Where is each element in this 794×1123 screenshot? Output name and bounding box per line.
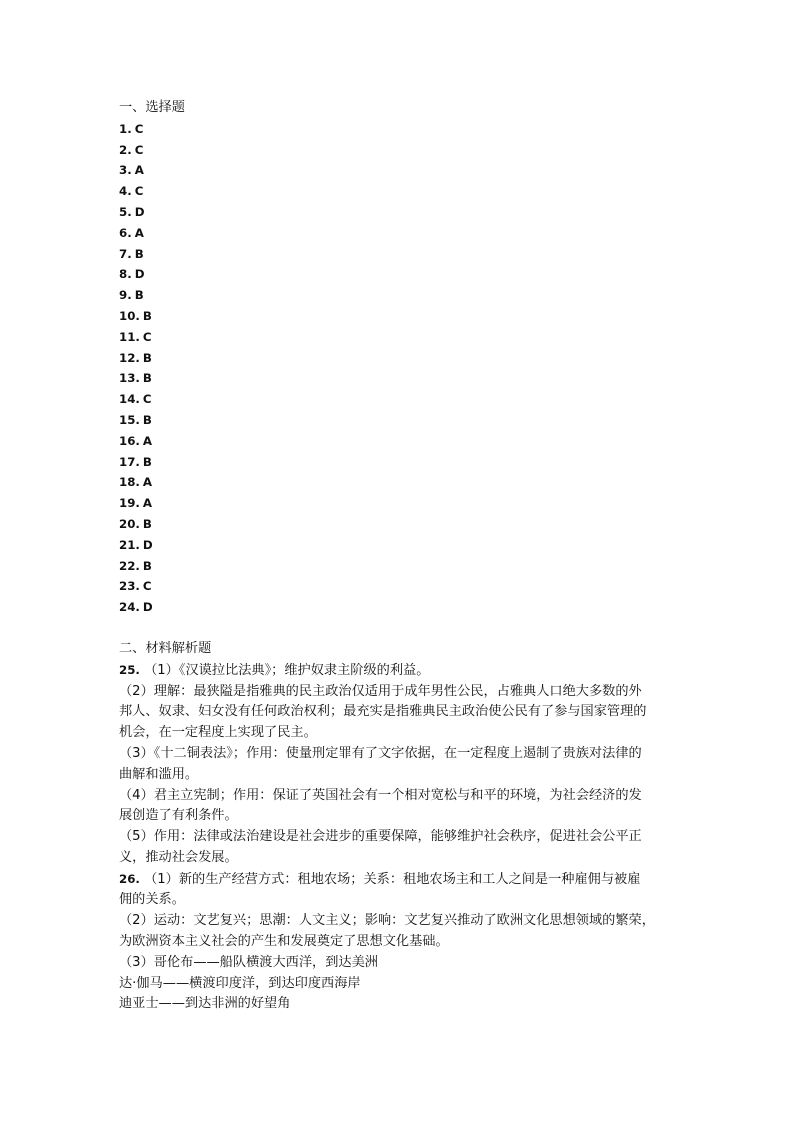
answer-item-24: 24. D — [119, 600, 153, 615]
q25-part2 — [119, 682, 719, 744]
answer-item-15: 15. B — [119, 412, 152, 427]
answer-item-19: 19. A — [119, 496, 153, 511]
answer-value: D — [142, 537, 153, 552]
answer-item-11: 11. C — [119, 329, 152, 344]
q25-part5-line: 义，推动社会发展。 — [119, 849, 238, 865]
answer-value: D — [134, 204, 145, 219]
answer-value: C — [134, 142, 144, 157]
answer-value: C — [142, 392, 152, 407]
answer-value: C — [142, 329, 152, 344]
answer-value: B — [142, 454, 152, 469]
answer-item-2: 2. C — [119, 142, 144, 157]
q25-part1 — [119, 660, 719, 682]
answer-item-12: 12. B — [119, 350, 152, 365]
answer-number: 11 — [119, 329, 136, 344]
answer-item-17: 17. B — [119, 454, 152, 469]
answer-item-10: 10. B — [119, 308, 152, 323]
multiple-choice-answers — [119, 119, 719, 618]
answer-number: 15 — [119, 412, 136, 427]
answer-value: C — [134, 184, 144, 199]
answer-item-13: 13. B — [119, 371, 152, 386]
q26-part3-line: 迪亚士——到达非洲的好望角 — [119, 996, 291, 1012]
answer-number: 21 — [119, 537, 136, 552]
answer-value: A — [142, 433, 153, 448]
answer-number: 10 — [119, 308, 136, 323]
q26-part3-line: （3）哥伦布——船队横渡大西洋，到达美洲 — [119, 954, 378, 970]
answer-number: 7 — [119, 246, 128, 261]
answer-value: D — [142, 600, 153, 615]
q25-part4-line: （4）君主立宪制；作用：保证了英国社会有一个相对宽松与和平的环境，为社会经济的发 — [119, 787, 642, 803]
answer-item-16: 16. A — [119, 433, 153, 448]
answer-item-1: 1. C — [119, 121, 144, 136]
answer-item-7: 7. B — [119, 246, 144, 261]
q26-part1-line: （1）新的生产经营方式：租地农场；关系：租地农场主和工人之间是一种雇佣与被雇 — [144, 871, 641, 887]
answer-number: 18 — [119, 475, 136, 490]
answer-item-23: 23. C — [119, 579, 152, 594]
answer-number: 2 — [119, 142, 128, 157]
answer-value: C — [142, 579, 152, 594]
answer-number: 6 — [119, 225, 128, 240]
answer-value: B — [142, 412, 152, 427]
answer-number: 4 — [119, 184, 128, 199]
answer-value: A — [142, 475, 153, 490]
q25-part4 — [119, 786, 719, 828]
answer-number: 23 — [119, 579, 136, 594]
answer-number: 20 — [119, 516, 136, 531]
answer-item-8: 8. D — [119, 267, 145, 282]
answer-value: C — [134, 121, 144, 136]
q26-part3 — [119, 953, 719, 1015]
answer-key-content — [119, 98, 719, 1015]
answer-number: 13 — [119, 371, 136, 386]
answer-item-18: 18. A — [119, 475, 153, 490]
answer-number: 9 — [119, 288, 128, 303]
q25-part3-line: （3）《十二铜表法》；作用：使量刑定罪有了文字依据，在一定程度上遏制了贵族对法律的 — [119, 745, 642, 761]
answer-item-4: 4. C — [119, 184, 144, 199]
answer-number: 8 — [119, 267, 128, 282]
q26-part2-line: 为欧洲资本主义社会的产生和发展奠定了思想文化基础。 — [119, 934, 449, 950]
q26-part1 — [119, 869, 719, 912]
answer-item-21: 21. D — [119, 537, 153, 552]
answer-value: B — [142, 308, 152, 323]
section2-title: 二、材料解析题 — [119, 640, 212, 656]
answer-item-3: 3. A — [119, 163, 144, 178]
question-number: 25. — [119, 662, 140, 677]
q25-part5 — [119, 827, 719, 869]
answer-number: 5 — [119, 204, 128, 219]
answer-item-22: 22. B — [119, 558, 152, 573]
answer-number: 3 — [119, 163, 128, 178]
answer-value: B — [142, 350, 152, 365]
question-number: 26. — [119, 871, 140, 886]
answer-item-14: 14. C — [119, 392, 152, 407]
q26-part3-line: 达·伽马——横渡印度洋，到达印度西海岸 — [119, 975, 361, 991]
answer-item-5: 5. D — [119, 204, 145, 219]
q25-part5-line: （5）作用：法律或法治建设是社会进步的重要保障，能够维护社会秩序，促进社会公平正 — [119, 829, 642, 845]
answer-number: 16 — [119, 433, 136, 448]
answer-value: A — [134, 163, 144, 178]
answer-value: A — [142, 496, 153, 511]
section1-title: 一、选择题 — [119, 100, 185, 115]
q25-part3 — [119, 744, 719, 786]
q25-part4-line: 展创造了有利条件。 — [119, 808, 238, 824]
answer-value: B — [134, 246, 144, 261]
answer-value: B — [142, 371, 152, 386]
answer-item-6: 6. A — [119, 225, 144, 240]
q25-part2-line: 机会，在一定程度上实现了民主。 — [119, 725, 317, 741]
q26-part2-line: （2）运动：文艺复兴；思潮：人文主义；影响：文艺复兴推动了欧洲文化思想领域的繁荣， — [119, 913, 655, 929]
q25-part2-line: （2）理解：最狭隘是指雅典的民主政治仅适用于成年男性公民，占雅典人口绝大多数的外 — [119, 683, 642, 699]
answer-item-20: 20. B — [119, 516, 152, 531]
answer-number: 24 — [119, 600, 136, 615]
answer-value: B — [142, 516, 152, 531]
answer-number: 19 — [119, 496, 136, 511]
answer-value: D — [134, 267, 145, 282]
q25-part1-line: （1）《汉谟拉比法典》；维护奴隶主阶级的利益。 — [144, 662, 430, 678]
answer-number: 12 — [119, 350, 136, 365]
answer-value: B — [142, 558, 152, 573]
answer-value: A — [134, 225, 144, 240]
answer-number: 22 — [119, 558, 136, 573]
q26-part1-line: 佣的关系。 — [119, 892, 185, 908]
answer-value: B — [134, 288, 144, 303]
answer-number: 1 — [119, 121, 128, 136]
answer-item-9: 9. B — [119, 288, 144, 303]
answer-number: 17 — [119, 454, 136, 469]
q25-part2-line: 邦人、奴隶、妇女没有任何政治权利；最充实是指雅典民主政治使公民有了参与国家管理的 — [119, 704, 647, 720]
q25-part3-line: 曲解和滥用。 — [119, 766, 199, 782]
q26-part2 — [119, 911, 719, 953]
answer-number: 14 — [119, 392, 136, 407]
